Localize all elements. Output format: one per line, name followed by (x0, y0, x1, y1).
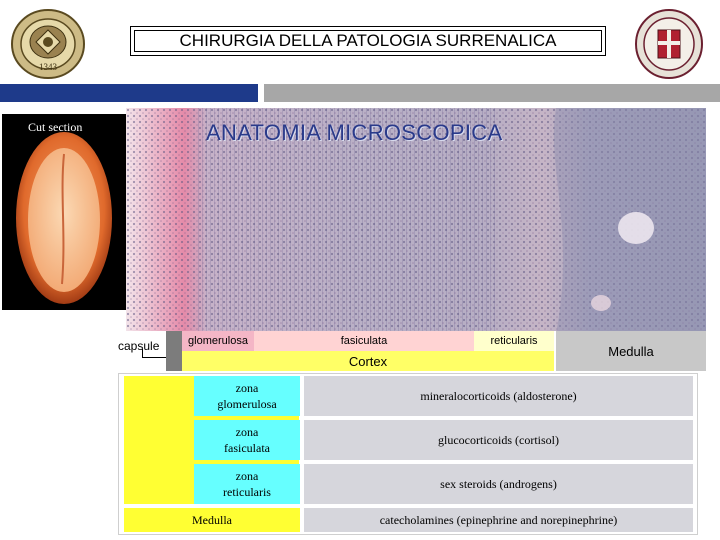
cut-section-photo (2, 114, 126, 310)
zone-cortex-bar: Cortex (182, 351, 554, 371)
university-seal-left (10, 8, 86, 80)
zone-cell-reticularis: zona reticularis (194, 464, 300, 504)
zone-cell-glomerulosa: zona glomerulosa (194, 376, 300, 416)
page-title: CHIRURGIA DELLA PATOLOGIA SURRENALICA (130, 26, 606, 56)
header-accent-bar-blue (0, 84, 258, 102)
zone-medulla: Medulla (556, 331, 706, 371)
zone-capsule-band (166, 331, 182, 371)
product-cell-mineralocorticoids: mineralocorticoids (aldosterone) (304, 376, 693, 416)
zone-glomerulosa: glomerulosa (182, 331, 254, 351)
product-cell-glucocorticoids: glucocorticoids (cortisol) (304, 420, 693, 460)
product-cell-sex-steroids: sex steroids (androgens) (304, 464, 693, 504)
zone-capsule-label: capsule (116, 331, 166, 361)
seal-year: 1343 (39, 62, 57, 72)
zone-cell-fasciculata: zona fasiculata (194, 420, 300, 460)
histology-title: ANATOMIA MICROSCOPICA (206, 120, 503, 145)
zone-reticularis: reticularis (474, 331, 554, 351)
medulla-label-cell: Medulla (124, 508, 300, 532)
zone-fasciculata: fasiculata (254, 331, 474, 351)
header-accent-bar-grey (264, 84, 720, 102)
university-seal-right (634, 8, 704, 80)
adrenal-zone-strip (116, 331, 706, 371)
cut-section-label: Cut section (28, 120, 83, 134)
product-cell-catecholamines: catecholamines (epinephrine and norepinephrine) (304, 508, 693, 532)
adrenal-secretion-table (118, 373, 698, 535)
